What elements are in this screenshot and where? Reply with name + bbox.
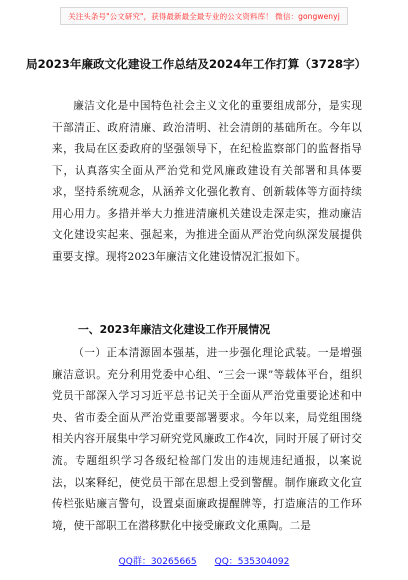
document-title: 局2023年廉政文化建设工作总结及2024年工作打算（3728字） <box>26 57 367 71</box>
intro-paragraph: 廉洁文化是中国特色社会主义文化的重要组成部分，是实现干部清正、政府清廉、政治清明、社会清朗的基础所在。今年以来，我局在区委政府的坚强领导下，在纪检监察部门的监督指导下，认真落实全面从严治党和党风廉政建设有关部署和具体要求，坚持系统观念，从涵养文化强化教育、创新载体等方面持续用心用力。多措并举大力推进清廉机关建设走深走实，推动廉洁文化建设实起来、强起来，为推进全面从严治党向纵深发展提供重要支撑。现将2023年廉洁文化建设情况汇报如下。 <box>52 100 362 263</box>
promo-banner: 关注头条号"公文研究"，获得最新最全最专业的公文资料库！ 微信：gongwenyj <box>60 7 348 25</box>
qq-group-link[interactable]: QQ群：30265665 <box>118 557 197 567</box>
section-paragraph: （一）正本清源固本强基，进一步强化理论武装。一是增强廉洁意识。充分利用党委中心组、“三会一课”等载体平台，组织党员干部深入学习习近平总书记关于全面从严治党重要论述和中央、省市委全面从严治党重要部署要求。今年以来，局党组围绕相关内容开展集中学习研究党风廉政工作4次，同时开展了研讨交流。专题组织学习各级纪检部门发出的违规违纪通报，以案说法，以案释纪，使党员干部在思想上受到警醒。制作廉政文化宣传栏张贴廉言警句，设置桌面廉政提醒牌等，打造廉洁的工作环境，使干部职工在潜移默化中接受廉政文化熏陶。二是 <box>52 347 362 532</box>
section-heading: 一、2023年廉洁文化建设工作开展情况 <box>78 323 271 336</box>
footer-contact <box>0 554 408 567</box>
qq-link[interactable]: QQ：535304092 <box>214 557 290 567</box>
